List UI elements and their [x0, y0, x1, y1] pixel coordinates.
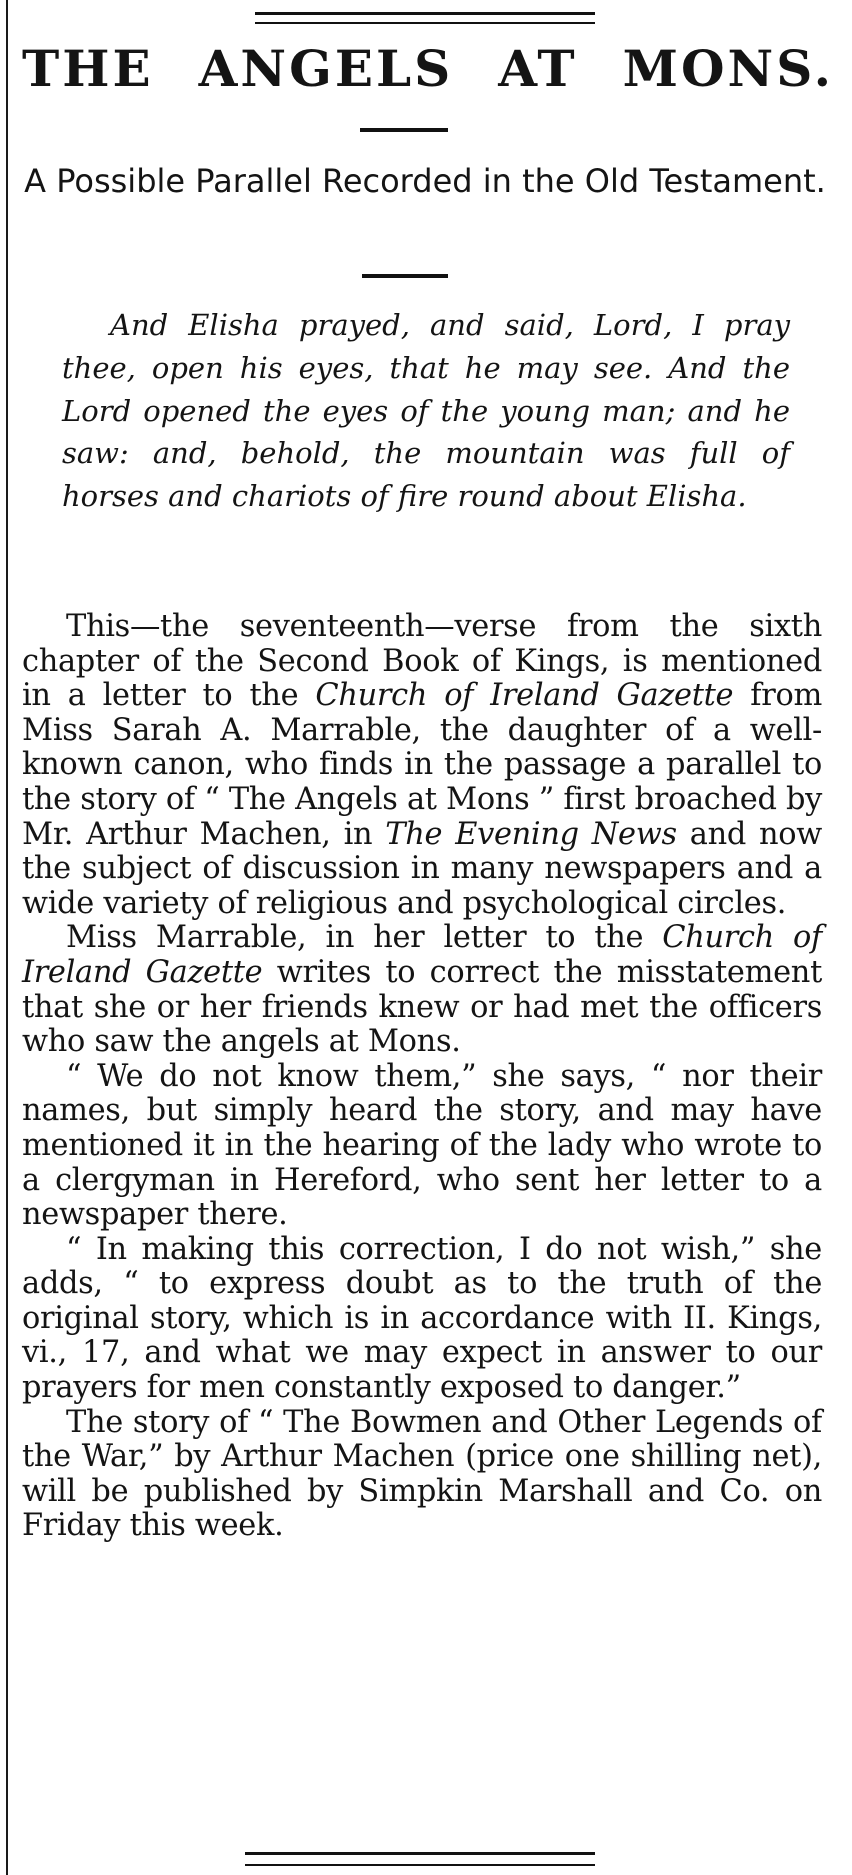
text-run: “ In making this correction, I do not wish,” she adds, “ to express doubt as to the truth of the original story, which is in accordance with II. Kings, vi., 17, and what we may expect in answer to our prayers for men constantly exposed to danger.”: [22, 1231, 822, 1406]
body-paragraph: [22, 921, 822, 1059]
text-run: writes to correct the misstatement that she or her friends knew or had met the officers who saw the angels at Mons.: [22, 954, 822, 1060]
article-body: [22, 610, 822, 1544]
text-run: from Miss Sarah A. Marrable, the daughter of a well-known canon, who finds in the passage a parallel to the story of “ The Angels at Mons ” first broached by Mr. Arthur Machen, in: [22, 678, 822, 852]
column-border: [6, 0, 8, 1875]
publication-name: Church of Ireland Gazette: [315, 678, 734, 714]
body-paragraph: [22, 1406, 822, 1544]
bottom-double-rule: [245, 1852, 595, 1866]
body-paragraph: [22, 610, 822, 921]
scripture-epigraph: And Elisha prayed, and said, Lord, I pray thee, open his eyes, that he may see. And the Lord opened the eyes of the young man; and he saw: and, behold, the mountain was full of horses and chariots of fire round about Elisha.: [62, 308, 790, 514]
body-paragraph: [22, 1060, 822, 1233]
publication-name: The Evening News: [385, 816, 677, 852]
title-divider: [360, 128, 448, 132]
publication-name: Church of Ireland Gazette: [22, 920, 822, 990]
text-run: and now the subject of discussion in many newspapers and a wide variety of religious and psychological circles.: [22, 816, 822, 921]
subtitle-divider: [362, 274, 448, 278]
top-double-rule: [255, 12, 595, 24]
text-run: This—the seventeenth—verse from the sixth chapter of the Second Book of Kings, is mentioned in a letter to the: [22, 609, 822, 714]
article-title: THE ANGELS AT MONS.: [22, 39, 834, 98]
body-paragraph: [22, 1233, 822, 1406]
article-subtitle: A Possible Parallel Recorded in the Old Testament.: [24, 162, 826, 200]
text-run: Miss Marrable, in her letter to the: [66, 920, 663, 956]
text-run: “ We do not know them,” she says, “ nor their names, but simply heard the story, and may have mentioned it in the hearing of the lady who wrote to a clergyman in Hereford, who sent her letter to a newspaper there.: [22, 1058, 822, 1233]
text-run: The story of “ The Bowmen and Other Legends of the War,” by Arthur Machen (price one shilling net), will be published by Simpkin Marshall and Co. on Friday this week.: [22, 1404, 822, 1544]
